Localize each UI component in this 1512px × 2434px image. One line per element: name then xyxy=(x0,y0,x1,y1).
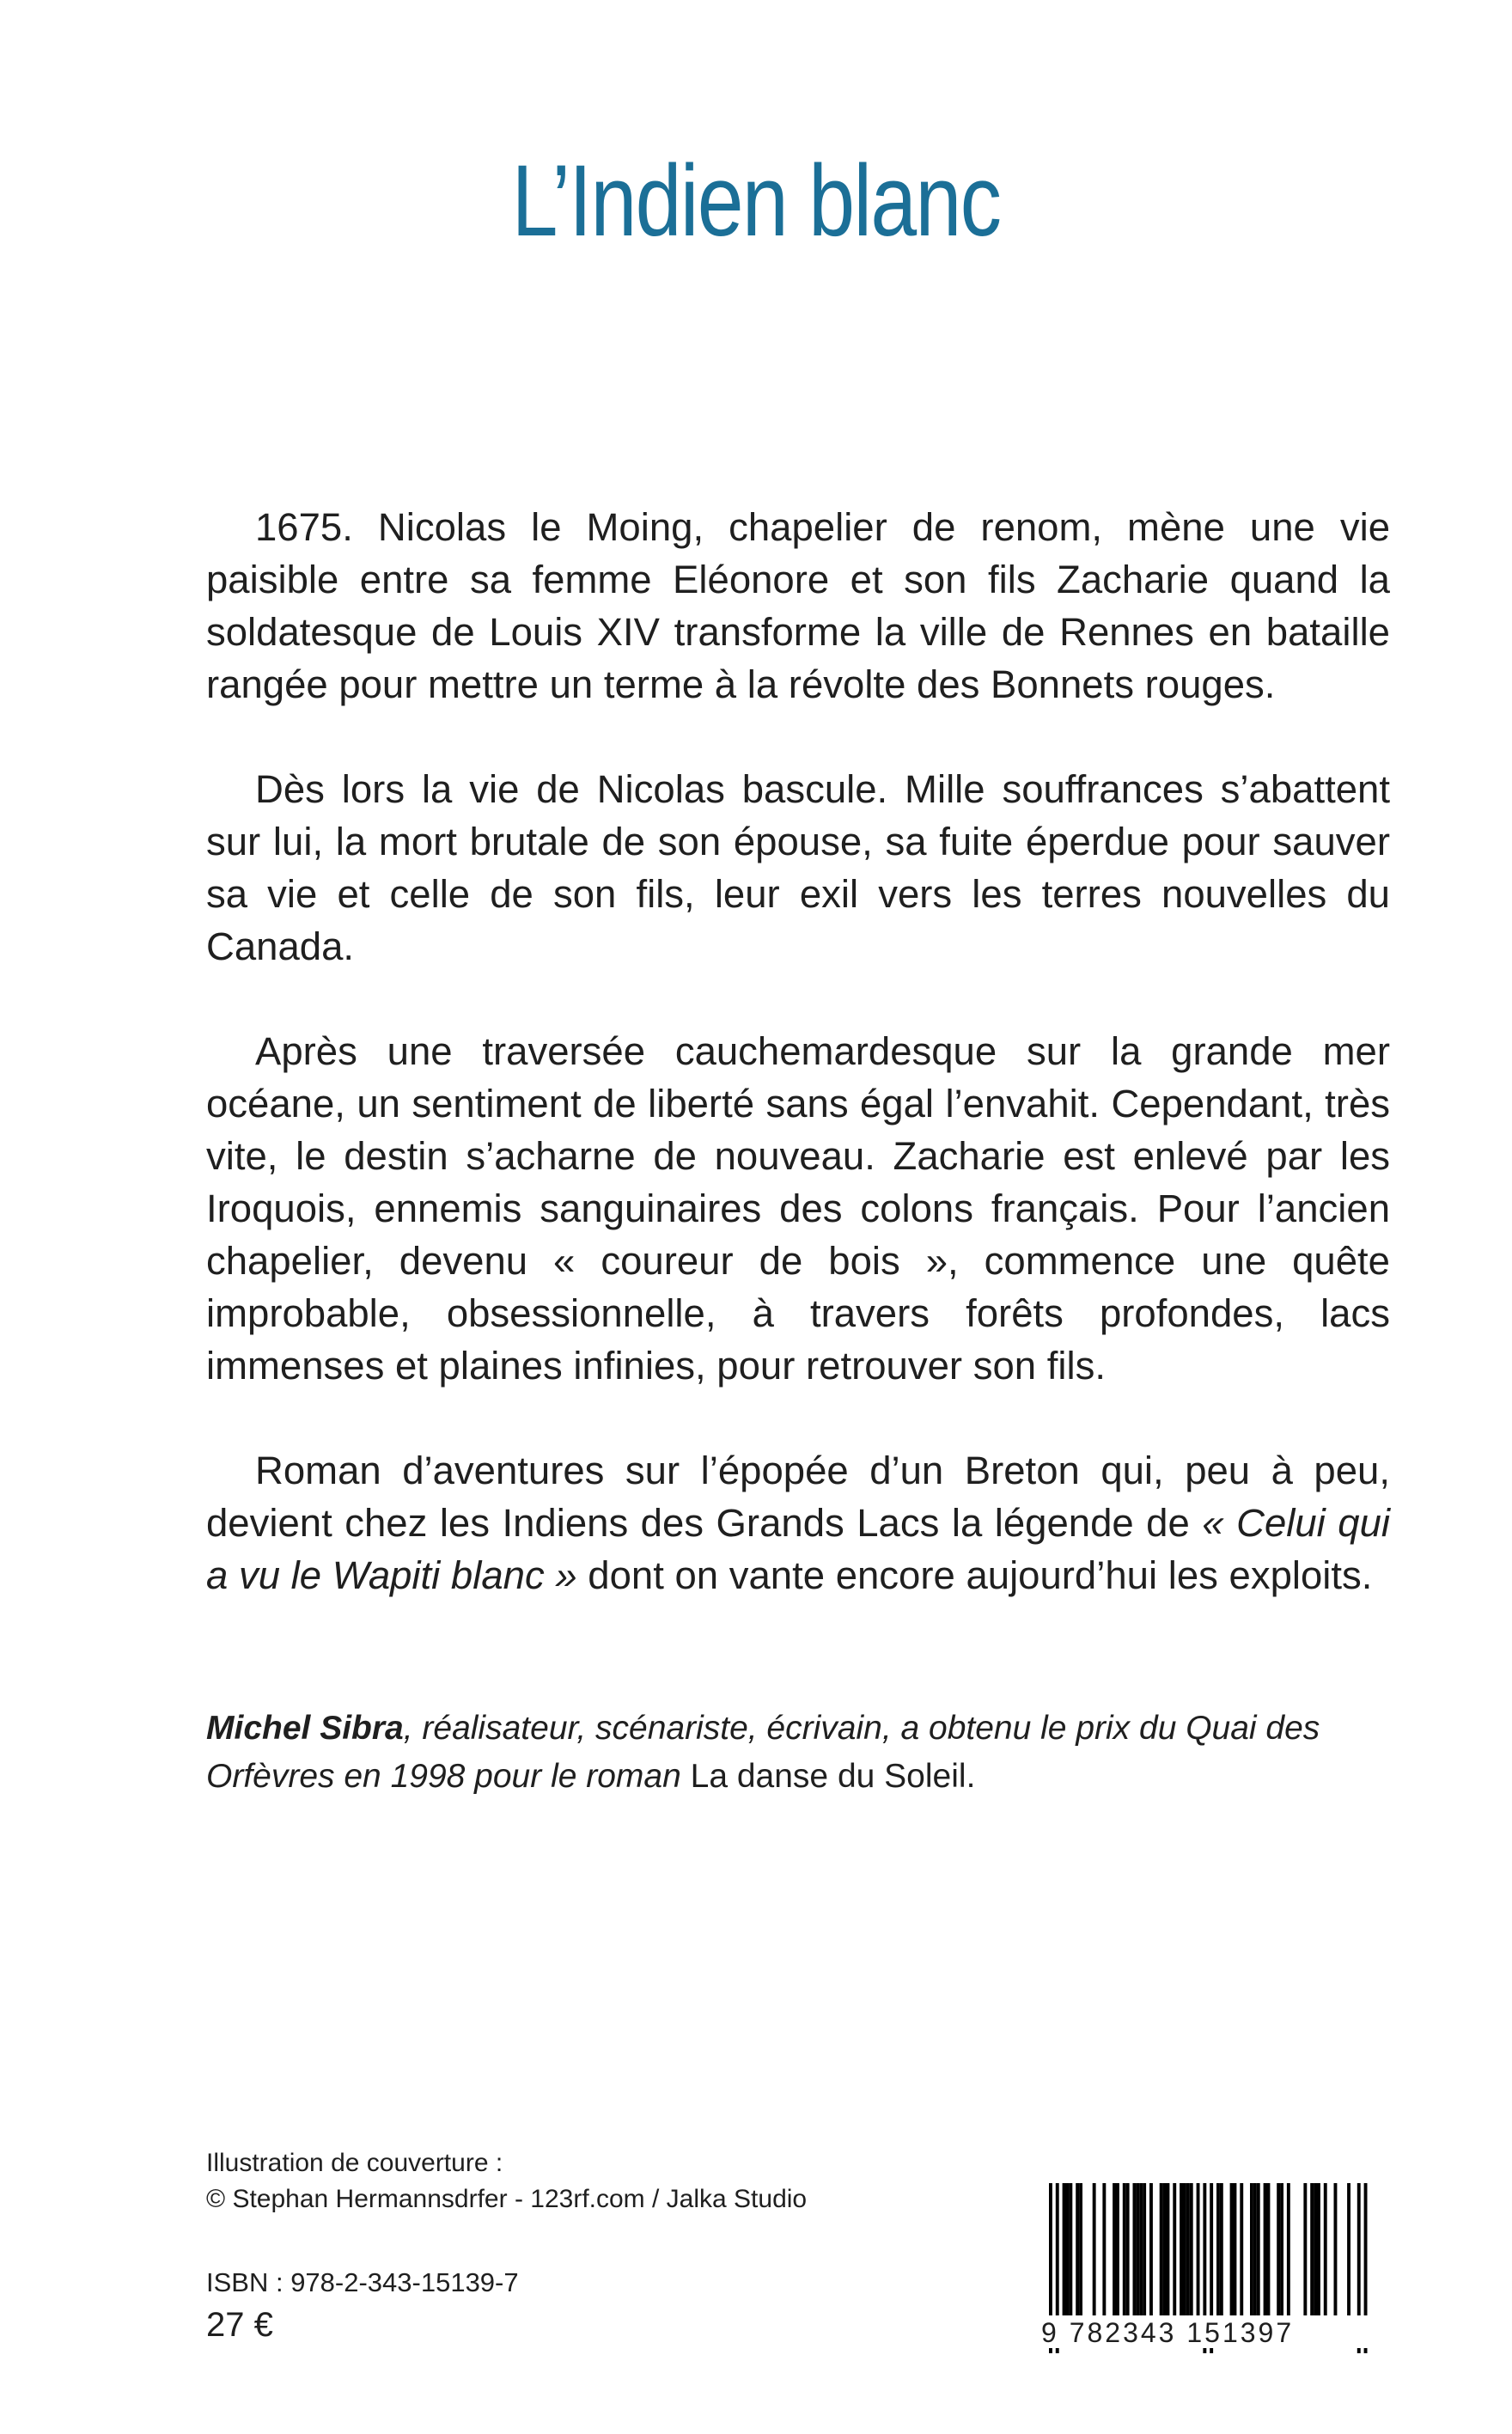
summary-paragraph-4-start: Roman d’aventures sur l’épopée d’un Breton qui, peu à peu, devient chez les Indiens des Grands Lacs la légende de xyxy=(206,1449,1390,1545)
barcode-bar xyxy=(1197,2183,1200,2321)
author-note xyxy=(206,1705,1409,1801)
barcode-bar xyxy=(1102,2183,1106,2321)
barcode-bar xyxy=(1126,2183,1130,2321)
barcode-bar xyxy=(1149,2183,1153,2321)
barcode-bar xyxy=(1076,2183,1079,2321)
barcode-digits: 9 782343 151397 xyxy=(1041,2315,1376,2348)
summary-paragraph-4-quote: « Celui qui a vu le Wapiti blanc » xyxy=(206,1501,1390,1597)
summary-paragraph-2: Dès lors la vie de Nicolas bascule. Mille souffrances s’abattent sur lui, la mort brutale de son épouse, sa fuite éperdue pour sauver sa vie et celle de son fils, leur exil vers les terres nouvelles du Canada. xyxy=(206,767,1390,968)
barcode-bar xyxy=(1116,2183,1119,2321)
author-description: , réalisateur, scénariste, écrivain, a obtenu le prix du Quai des Orfèvres en 1998 pour le roman xyxy=(206,1710,1320,1795)
barcode-bar xyxy=(1069,2183,1072,2321)
barcode-bar xyxy=(1186,2183,1190,2321)
barcode-bar xyxy=(1310,2183,1314,2321)
barcode-bar xyxy=(1167,2183,1170,2321)
barcode-bar xyxy=(1173,2183,1176,2321)
barcode-bar xyxy=(1079,2183,1082,2321)
barcode-bar xyxy=(1250,2183,1253,2321)
summary xyxy=(206,501,1390,1601)
book-title: L’Indien blanc xyxy=(511,144,1001,258)
barcode-bar xyxy=(1264,2183,1267,2321)
credits-line-1: Illustration de couverture : xyxy=(206,2149,503,2177)
barcode-bar xyxy=(1136,2183,1139,2321)
summary-paragraph-1: 1675. Nicolas le Moing, chapelier de renom, mène une vie paisible entre sa femme Eléonore et son fils Zacharie quand la soldatesque de Louis XIV transforme la ville de Rennes en bataille rangée pour mettre un terme à la révolte des Bonnets rouges. xyxy=(206,505,1390,706)
barcode-bar xyxy=(1280,2183,1283,2321)
barcode-bar xyxy=(1180,2183,1183,2321)
barcode-bar xyxy=(1063,2183,1066,2321)
barcode-bar xyxy=(1123,2183,1126,2321)
barcode-bar xyxy=(1163,2183,1167,2321)
barcode-bar xyxy=(1139,2183,1143,2321)
barcode-bar xyxy=(1216,2183,1220,2321)
barcode-bar xyxy=(1303,2183,1307,2321)
isbn: ISBN : 978-2-343-15139-7 xyxy=(206,2267,519,2297)
summary-paragraph-4 xyxy=(206,1444,1390,1601)
barcode-bar xyxy=(1257,2183,1260,2321)
summary-paragraph-3: Après une traversée cauchemardesque sur la grande mer océane, un sentiment de liberté sans égal l’envahit. Cependant, très vite, le destin s’acharne de nouveau. Zacharie est enlevé par les Iroquois, ennemis sanguinaires des colons français. Pour l’ancien chapelier, devenu « coureur de bois », commence une quête improbable, obsessionnelle, à travers forêts profondes, lacs immenses et plaines infinies, pour retrouver son fils. xyxy=(206,1029,1390,1388)
barcode-bar xyxy=(1324,2183,1327,2321)
cover-credits xyxy=(206,2145,807,2217)
author-book-title: La danse du Soleil xyxy=(690,1758,966,1795)
barcode-bar xyxy=(1240,2183,1243,2321)
barcode-bar xyxy=(1347,2183,1350,2321)
barcode-bar xyxy=(1267,2183,1271,2321)
barcode-bar xyxy=(1277,2183,1280,2321)
barcode-bar xyxy=(1234,2183,1237,2321)
summary-paragraph-4-end: dont on vante encore aujourd’hui les exploits. xyxy=(576,1553,1373,1597)
barcode-bar xyxy=(1230,2183,1234,2321)
barcode-bar xyxy=(1317,2183,1320,2321)
author-note-end: . xyxy=(966,1758,976,1795)
barcode-bar xyxy=(1143,2183,1146,2321)
barcode-bar xyxy=(1190,2183,1193,2321)
barcode-bar xyxy=(1133,2183,1137,2321)
barcode-bar xyxy=(1160,2183,1163,2321)
barcode-bar xyxy=(1253,2183,1257,2321)
price: 27 € xyxy=(206,2306,273,2344)
barcode-bar xyxy=(1287,2183,1290,2321)
barcode-bar xyxy=(1093,2183,1096,2321)
author-name: Michel Sibra xyxy=(206,1710,404,1747)
credits-line-2: © Stephan Hermannsdrfer - 123rf.com / Jalka Studio xyxy=(206,2185,808,2213)
barcode-bar xyxy=(1314,2183,1317,2321)
barcode-bar xyxy=(1066,2183,1070,2321)
barcode-bar xyxy=(1220,2183,1223,2321)
barcode-bar xyxy=(1334,2183,1338,2321)
barcode-bar xyxy=(1183,2183,1186,2321)
barcode-bar xyxy=(1113,2183,1116,2321)
